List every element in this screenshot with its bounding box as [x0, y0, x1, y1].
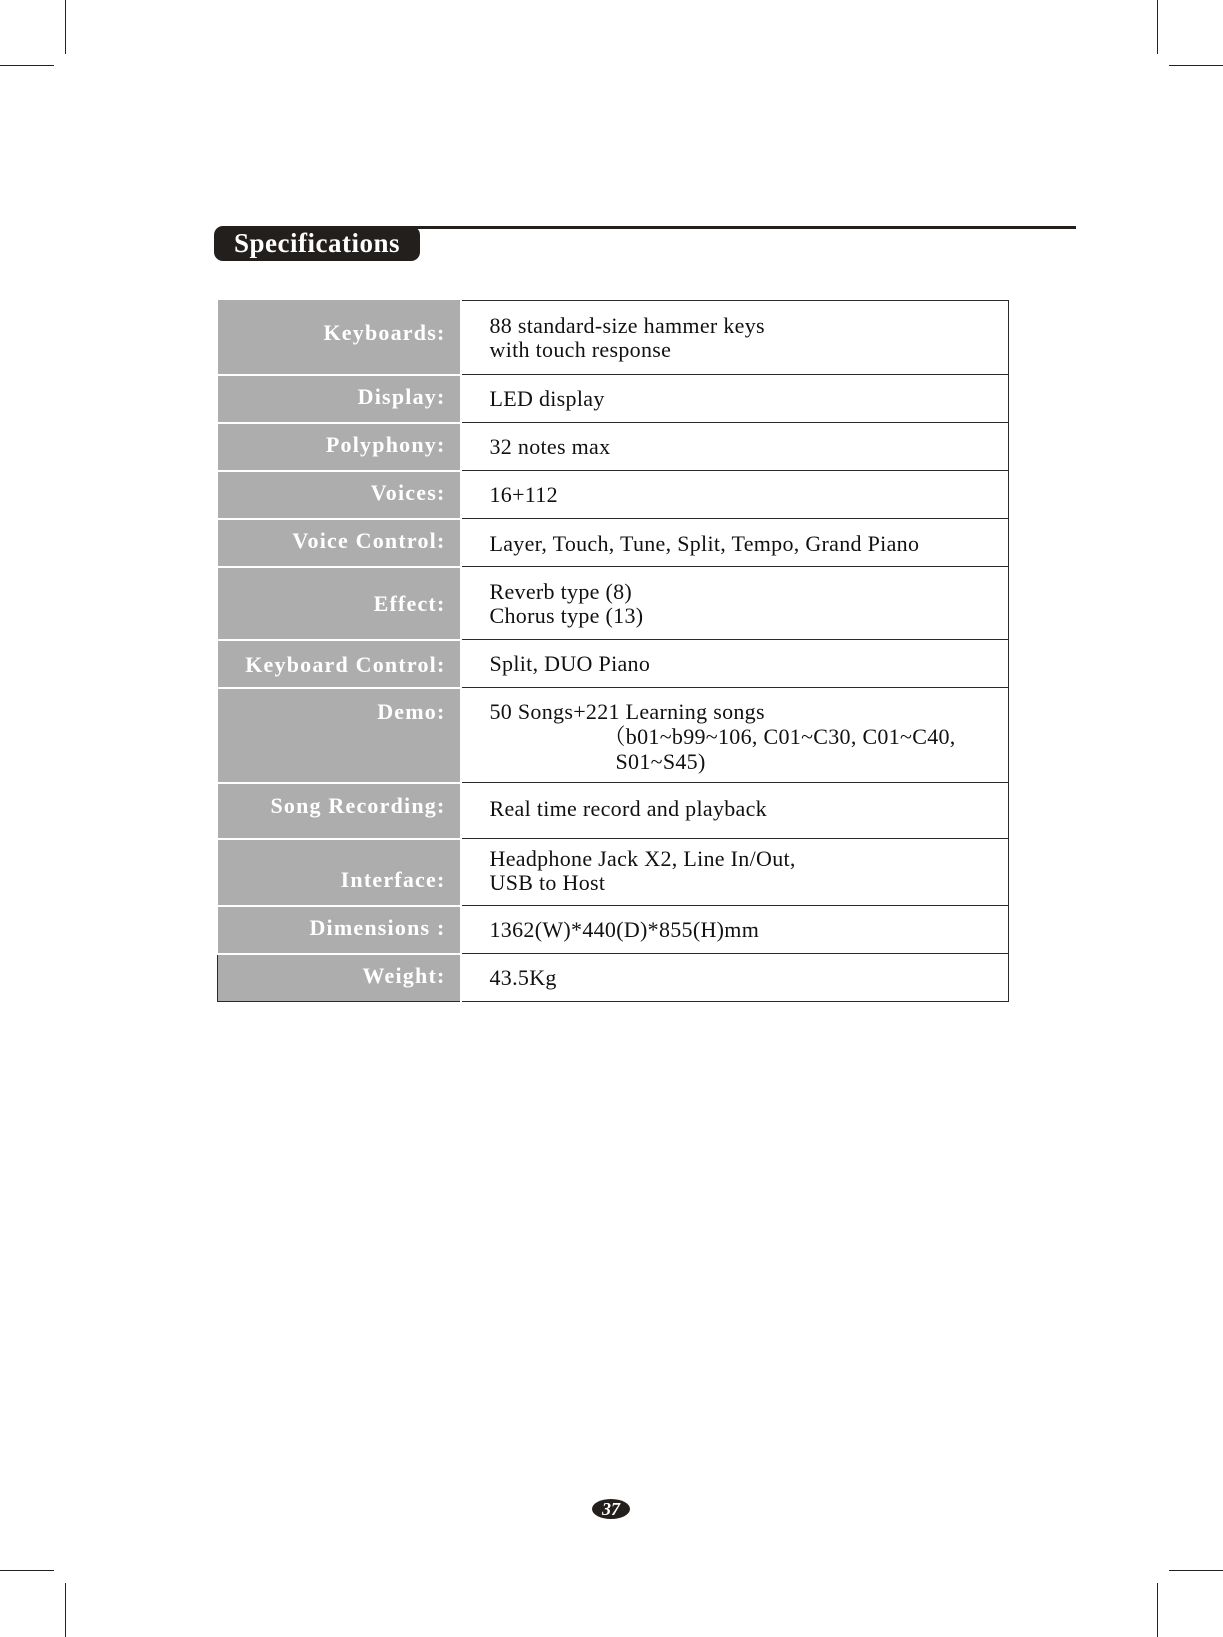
spec-value-line: 88 standard-size hammer keys: [489, 313, 765, 338]
spec-label: Effect:: [218, 567, 461, 640]
spec-value-line: Chorus type (13): [489, 603, 644, 628]
spec-label: Keyboards:: [218, 301, 461, 375]
spec-label: Demo:: [218, 688, 461, 783]
crop-mark-top-left-vertical: [65, 0, 66, 54]
spec-value-line: 16+112: [489, 482, 558, 507]
spec-value: [461, 954, 1009, 1002]
spec-value-line: with touch response: [489, 337, 672, 362]
spec-value-line: S01~S45): [615, 749, 706, 774]
crop-mark-bottom-left-horizontal: [0, 1570, 54, 1571]
spec-row-weight: [218, 954, 1009, 1002]
spec-value: [461, 423, 1009, 471]
spec-label: Polyphony:: [218, 423, 461, 471]
spec-value: [461, 567, 1009, 640]
spec-label: Weight:: [218, 954, 461, 1002]
spec-row-voice-control: [218, 519, 1009, 567]
page-number: 37: [592, 1499, 630, 1519]
spec-row-demo: [218, 688, 1009, 783]
spec-value: [461, 688, 1009, 783]
spec-value-line: Real time record and playback: [489, 796, 767, 821]
spec-label: Voices:: [218, 471, 461, 519]
spec-row-polyphony: [218, 423, 1009, 471]
section-rule: [404, 226, 1076, 229]
spec-value-line: Layer, Touch, Tune, Split, Tempo, Grand Piano: [489, 531, 920, 556]
spec-value: [461, 471, 1009, 519]
spec-value-line: （b01~b99~106, C01~C30, C01~C40,: [603, 724, 956, 749]
section-title: Specifications: [214, 226, 420, 261]
spec-label: Display:: [218, 375, 461, 423]
crop-mark-bottom-right-horizontal: [1169, 1570, 1223, 1571]
spec-table: [217, 300, 1009, 1002]
spec-value-line: Split, DUO Piano: [489, 651, 651, 676]
spec-value-line: 50 Songs+221 Learning songs: [489, 699, 765, 724]
spec-value: [461, 906, 1009, 954]
spec-value-line: 1362(W)*440(D)*855(H)mm: [489, 917, 760, 942]
crop-mark-bottom-right-vertical: [1157, 1583, 1158, 1637]
spec-value: [461, 783, 1009, 839]
section-header: [214, 226, 862, 262]
spec-value-line: 32 notes max: [489, 434, 611, 459]
spec-row-song-recording: [218, 783, 1009, 839]
spec-label: Song Recording:: [218, 783, 461, 839]
spec-value-line: 43.5Kg: [489, 965, 557, 990]
spec-value-line: Reverb type (8): [489, 579, 633, 604]
spec-value: [461, 519, 1009, 567]
spec-row-keyboards: [218, 301, 1009, 375]
spec-row-dimensions: [218, 906, 1009, 954]
spec-row-voices: [218, 471, 1009, 519]
crop-mark-top-left-horizontal: [0, 65, 54, 66]
spec-value: [461, 301, 1009, 375]
spec-label: Voice Control:: [218, 519, 461, 567]
spec-label: Dimensions :: [218, 906, 461, 954]
spec-label: Interface:: [218, 839, 461, 906]
spec-value: [461, 839, 1009, 906]
crop-mark-bottom-left-vertical: [65, 1583, 66, 1637]
spec-row-keyboard-control: [218, 640, 1009, 688]
spec-row-display: [218, 375, 1009, 423]
spec-label: Keyboard Control:: [218, 640, 461, 688]
spec-value: [461, 375, 1009, 423]
crop-mark-top-right-vertical: [1157, 0, 1158, 54]
spec-row-interface: [218, 839, 1009, 906]
spec-value: [461, 640, 1009, 688]
spec-value-line: USB to Host: [489, 870, 606, 895]
spec-value-line: Headphone Jack X2, Line In/Out,: [489, 846, 796, 871]
crop-mark-top-right-horizontal: [1169, 65, 1223, 66]
spec-row-effect: [218, 567, 1009, 640]
spec-value-line: LED display: [489, 386, 605, 411]
